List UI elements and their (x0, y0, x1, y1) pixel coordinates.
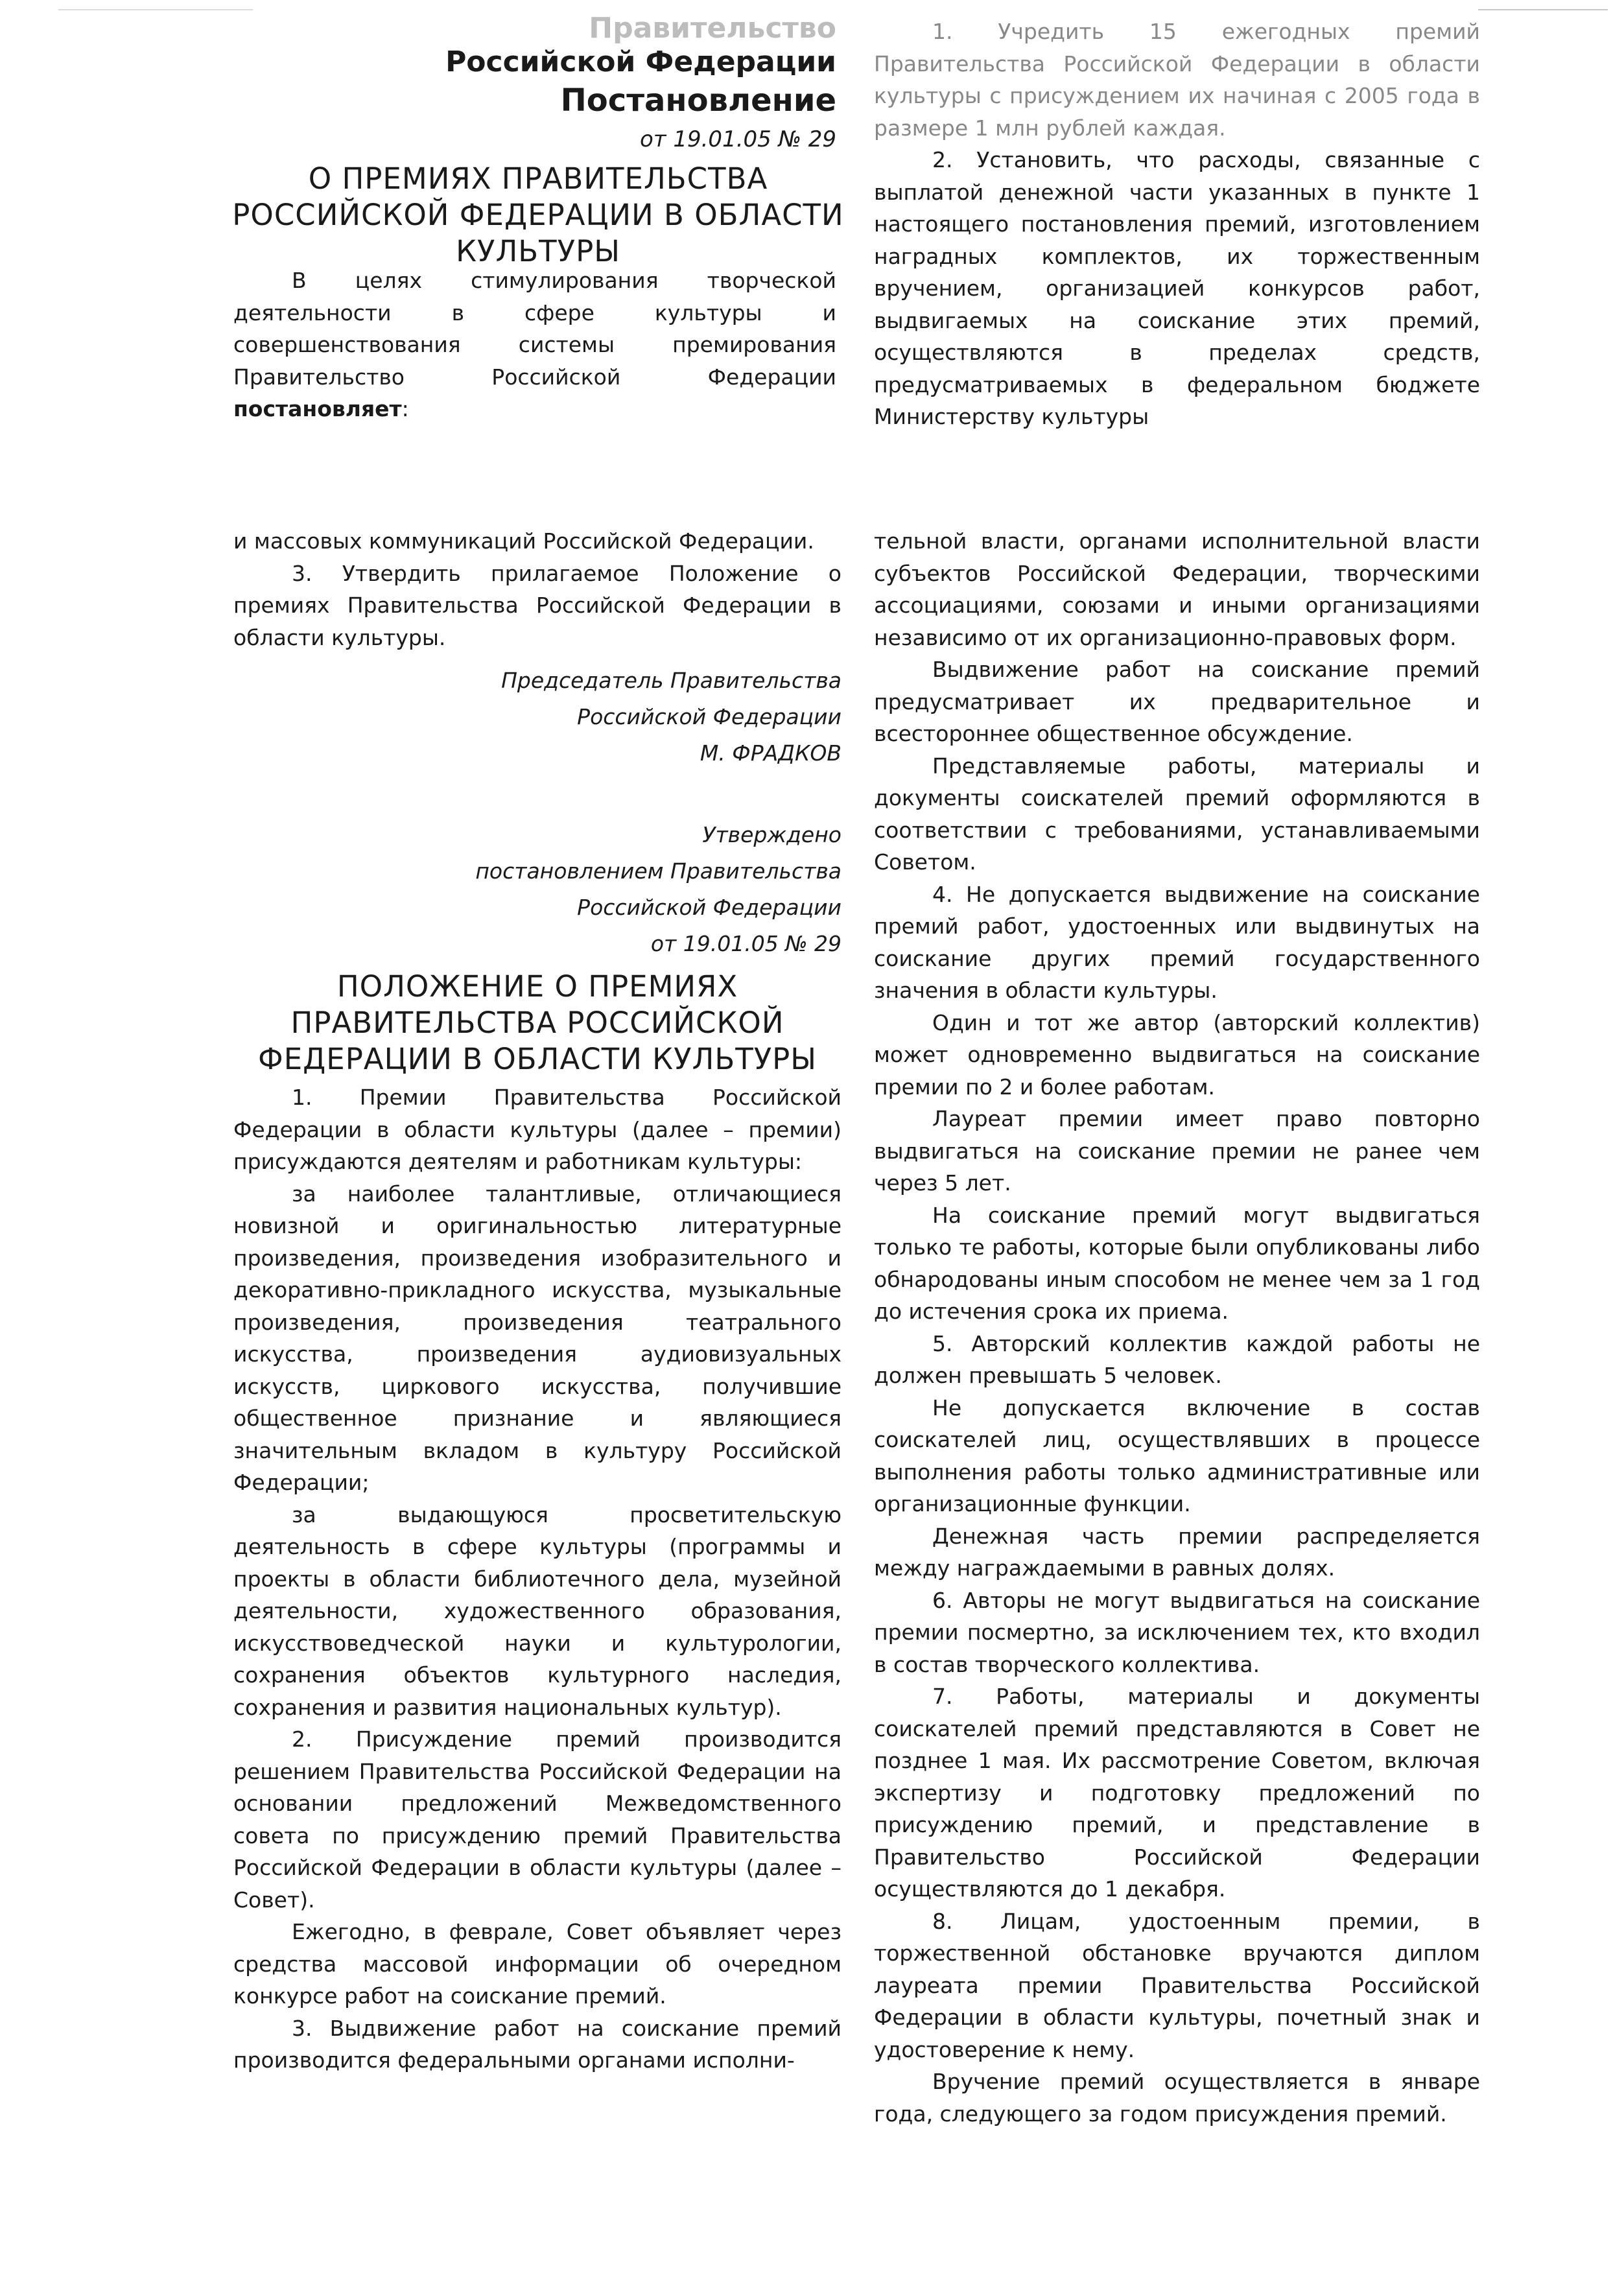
decree-title: О ПРЕМИЯХ ПРАВИТЕЛЬСТВА РОССИЙСКОЙ ФЕДЕРАЦИИ В ОБЛАСТИ КУЛЬТУРЫ (232, 161, 844, 268)
regulation-heading: ПОЛОЖЕНИЕ О ПРЕМИЯХ ПРАВИТЕЛЬСТВА РОССИЙСКОЙ ФЕДЕРАЦИИ В ОБЛАСТИ КУЛЬТУРЫ (257, 969, 818, 1076)
gov-line-3: Постановление (560, 82, 836, 119)
approved-label: Утверждено (702, 822, 841, 847)
section-7: 7. Работы, материалы и документы соискателей премий представляются в Совет не позднее 1 мая. Их рассмотрение Советом, включая экспертизу и подготовку предложений по присуждению премий, и представление в Правительство Российской Федерации осуществляются до 1 декабря. (874, 1684, 1480, 1902)
continuation-text: и массовых коммуникаций Российской Федерации. (233, 528, 814, 554)
preamble-bold: постановляет (233, 396, 402, 421)
continuation-text-right: тельной власти, органами исполнительной власти субъектов Российской Федерации, творческими ассоциациями, союзами и иными организациями независимо от их организационно-правовых форм. (874, 528, 1480, 650)
section-5-paragraph-a: Не допускается включение в состав соискателей лиц, осуществлявших в процессе выполнения работы только административные или организационные функции. (874, 1395, 1480, 1516)
decree-header (233, 13, 836, 156)
section-8-paragraph: Вручение премий осуществляется в январе года, следующего за годом присуждения премий. (874, 2069, 1480, 2127)
section-8: 8. Лицам, удостоенным премии, в торжественной обстановке вручаются диплом лауреата премии Правительства Российской Федерации в области культуры, почетный знак и удостоверение к нему. (874, 1908, 1480, 2062)
section-6: 6. Авторы не могут выдвигаться на соискание премии посмертно, за исключением тех, кто входил в состав творческого коллектива. (874, 1587, 1480, 1677)
section-2-paragraph: Ежегодно, в феврале, Совет объявляет через средства массовой информации об очередном конкурсе работ на соискание премий. (233, 1919, 841, 2009)
section-4-paragraph-b: Лауреат премии имеет право повторно выдвигаться на соискание премии не ранее чем через 5 лет. (874, 1106, 1480, 1196)
paragraph-1-text: 1. Учредить 15 ежегодных премий Правительства Российской Федерации в области культуры с присуждением их начиная с 2005 года в размере 1 млн рублей каждая. (874, 19, 1480, 141)
section-2: 2. Присуждение премий производится решением Правительства Российской Федерации на основании предложений Межведомственного совета по присуждению премий Правительства Российской Федерации в области культуры (далее – Совет). (233, 1726, 841, 1913)
preamble-paragraph (233, 265, 836, 425)
section-1-item-b: за выдающуюся просветительскую деятельность в сфере культуры (программы и проекты в области библиотечного дела, музейной деятельности, художественного образования, искусствоведческой науки и культурологии, сохранения объектов культурного наследия, сохранения и развития национальных культур). (233, 1502, 841, 1720)
preamble-text: В целях стимулирования творческой деятельности в сфере культуры и совершенствования системы премирования Правительство Российской Федерации (233, 268, 836, 390)
section-5-paragraph-b: Денежная часть премии распределяется между награждаемыми в равных долях. (874, 1523, 1480, 1581)
scan-artifact-line (1478, 9, 1608, 10)
paragraph-2: 2. Установить, что расходы, связанные с выплатой денежной части указанных в пункте 1 настоящего постановления премий, изготовлением наградных комплектов, их торжественным вручением, организацией конкурсов работ, выдвигаемых на соискание этих премий, осуществляются в пределах средств, предусматриваемых в федеральном бюджете Министерству культуры (874, 147, 1480, 429)
scan-artifact-line (58, 9, 253, 10)
signature-title: Председатель Правительства (501, 668, 841, 693)
decree-date: от 19.01.05 № 29 (639, 126, 836, 152)
paragraph-documents: Представляемые работы, материалы и документы соискателей премий оформляются в соответствии с требованиями, устанавливаемыми Советом. (874, 753, 1480, 875)
section-4-paragraph-c: На соискание премий могут выдвигаться только те работы, которые были опубликованы либо обнародованы иным способом не менее чем за 1 год до истечения срока их приема. (874, 1202, 1480, 1324)
top-left-column (233, 265, 836, 425)
signature-org: Российской Федерации (577, 704, 841, 729)
top-right-column (874, 16, 1480, 433)
paragraph-3: 3. Утвердить прилагаемое Положение о премиях Правительства Российской Федерации в области культуры. (233, 560, 841, 650)
paragraph-nomination: Выдвижение работ на соискание премий предусматривает их предварительное и всестороннее общественное обсуждение. (874, 657, 1480, 746)
bottom-left-column (233, 525, 841, 2077)
gov-line-2: Российской Федерации (445, 45, 836, 78)
bottom-right-column (874, 525, 1480, 2130)
section-4-paragraph-a: Один и тот же автор (авторский коллектив) может одновременно выдвигаться на соискание премии по 2 и более работам. (874, 1009, 1480, 1100)
approved-org: Российской Федерации (577, 895, 841, 920)
section-5: 5. Авторский коллектив каждой работы не должен превышать 5 человек. (874, 1330, 1480, 1388)
paragraph-1 (874, 16, 1480, 144)
signature-name: М. ФРАДКОВ (700, 740, 841, 766)
section-1-item-a: за наиболее талантливые, отличающиеся новизной и оригинальностью литературные произведения, произведения изобразительного и декоративно-прикладного искусства, музыкальные произведения, произведения театрального искусства, произведения аудиовизуальных искусств, циркового искусства, получившие общественное признание и являющиеся значительным вкладом в культуру Российской Федерации; (233, 1181, 841, 1495)
preamble-end: : (401, 396, 409, 421)
approved-by: постановлением Правительства (475, 858, 841, 884)
section-1: 1. Премии Правительства Российской Федерации в области культуры (далее – премии) присуждаются деятелям и работникам культуры: (233, 1085, 841, 1174)
approved-date: от 19.01.05 № 29 (650, 931, 841, 956)
section-3: 3. Выдвижение работ на соискание премий производится федеральными органами исполни- (233, 2015, 841, 2073)
section-4: 4. Не допускается выдвижение на соискание премий работ, удостоенных или выдвинутых на соискание других премий государственного значения в области культуры. (874, 881, 1480, 1003)
gov-line-1: Правительство (589, 12, 836, 45)
